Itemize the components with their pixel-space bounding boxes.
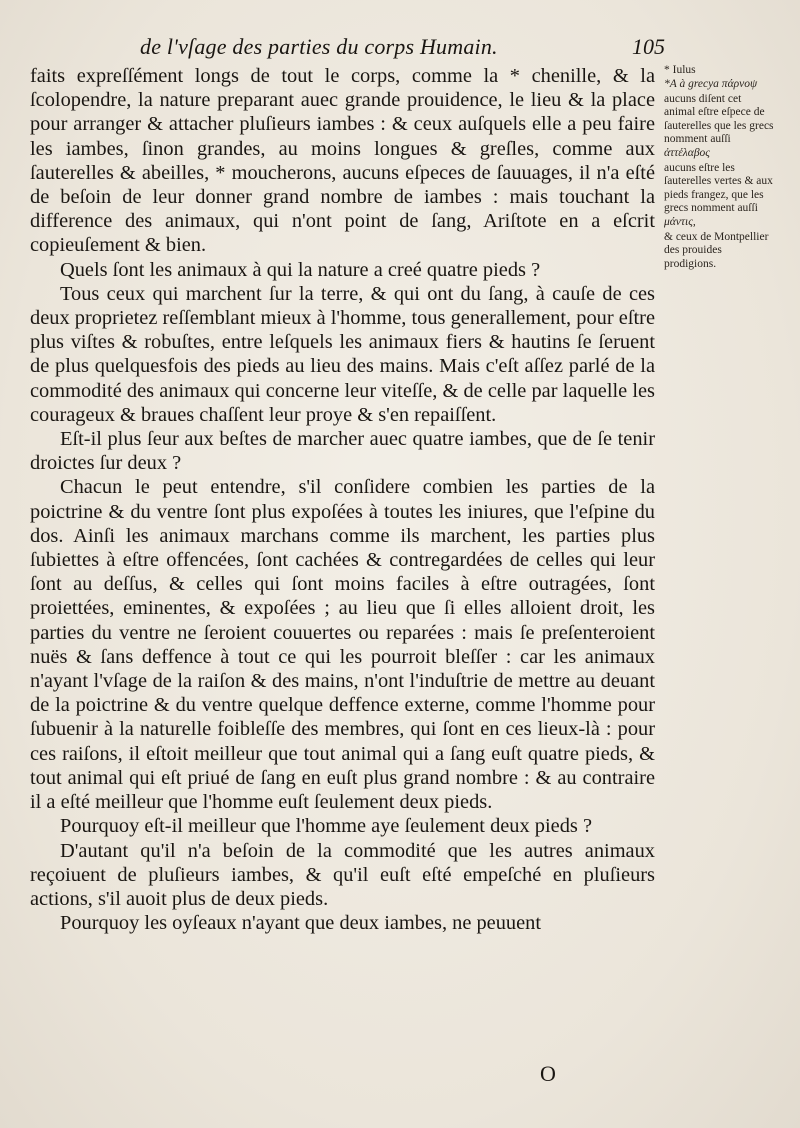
paragraph-5: Pourquoy les oyſeaux n'ayant que deux iambes, ne peuuent — [60, 912, 542, 935]
margin-notes — [664, 64, 774, 272]
main-text-column — [30, 64, 655, 935]
margin-note-6: μάντις, — [664, 216, 696, 229]
paragraph-1: faits expreſſément longs de tout le corps, comme la * chenille, & la ſcolopendre, la nature preparant auec grande prouidence, le lieu & la place pour arranger & attacher pluſieurs iambes : & ceux auſquels elle a peu faire les iambes, ſinon grandes, au moins longues & greſles, comme aux ſauterelles & abeilles, * moucherons, aucuns eſpeces de ſauuages, il n'a eſté de beſoin de leur donner grand nombre de iambes : mais touchant la difference des animaux, qui n'ont point de ſang, Ariſtote en a eſcrit copieuſement & bien. — [30, 65, 655, 257]
question-1: Quels ſont les animaux à qui la nature a creé quatre pieds ? — [60, 258, 541, 281]
paragraph-2: Tous ceux qui marchent ſur la terre, & qui ont du ſang, à cauſe de ces deux proprietez reſſemblant mieux à l'homme, tous generallement, pour eſtre plus viſtes & robuſtes, entre leſquels les animaux fiers & hautins ſe ſeruent de plus quelquesfois des pieds au lieu des mains. Mais c'eſt aſſez parlé de la commodité des animaux qui concerne leur viteſſe, & de celle par laquelle les courageux & braues chaſſent leur proye & s'en repaiſſent. — [30, 282, 655, 426]
margin-note-7: & ceux de Montpellier des prouides prodigions. — [664, 230, 769, 270]
margin-note-3: aucuns diſent cet animal eſtre eſpece de ſauterelles que les grecs nomment auſſi — [664, 92, 774, 146]
margin-note-5: aucuns eſtre les ſauterelles vertes & aux pieds frangez, que les grecs nomment auſſi — [664, 161, 773, 215]
paragraph-4: D'autant qu'il n'a beſoin de la commodité que les autres animaux reçoiuent de pluſieurs iambes, & qu'il euſt eſté empeſché en pluſieurs actions, s'il auoit plus de deux pieds. — [30, 839, 655, 910]
running-title: de l'vſage des parties du corps Humain. — [140, 34, 498, 59]
running-head — [120, 34, 665, 62]
paragraph-3: Chacun le peut entendre, s'il conſidere combien les parties de la poictrine & du ventre ſont plus expoſées à toutes les iniures, que l'eſpine du dos. Ainſi les animaux marchans comme ils marchent, les parties plus ſubiettes à eſtre offencées, ſont cachées & contregardées de celles qui leur ſont au deſſus, & celles qui ſont moins faciles à eſtre outragées, ſont proiettées, eminentes, & expoſées ; au lieu que ſi elles alloient droit, les parties du ventre ne ſeroient couuertes ou reparées : mais ſe preſenteroient nuës & ſans deffence à tout ce qui les pourroit bleſſer : car les animaux n'ayant l'vſage de la raiſon & des mains, n'ont l'induſtrie de mettre au deuant de la poictrine & du ventre quelque deffence externe, comme l'homme pour ſubuenir à la naturelle foibleſſe des membres, qui ſont en ces lieux-là : pour ces raiſons, il eſtoit meilleur que tout animal qui a ſang euſt quatre pieds, & tout animal qui eſt priué de ſang en euſt plus grand nombre : & au contraire il a eſté meilleur que l'homme euſt ſeulement deux pieds. — [30, 476, 655, 814]
margin-note-1: * Iulus — [664, 64, 696, 76]
question-3: Pourquoy eſt-il meilleur que l'homme aye ſeulement deux pieds ? — [60, 815, 592, 838]
signature-mark: O — [540, 1061, 556, 1086]
margin-note-4: ἀττέλαβος — [664, 147, 710, 160]
margin-note-2: *A à grecya πάρνοψ — [664, 78, 758, 91]
question-2: Eſt-il plus ſeur aux beſtes de marcher auec quatre iambes, que de ſe tenir droictes ſur deux ? — [30, 428, 655, 475]
page-number: 105 — [632, 34, 665, 59]
